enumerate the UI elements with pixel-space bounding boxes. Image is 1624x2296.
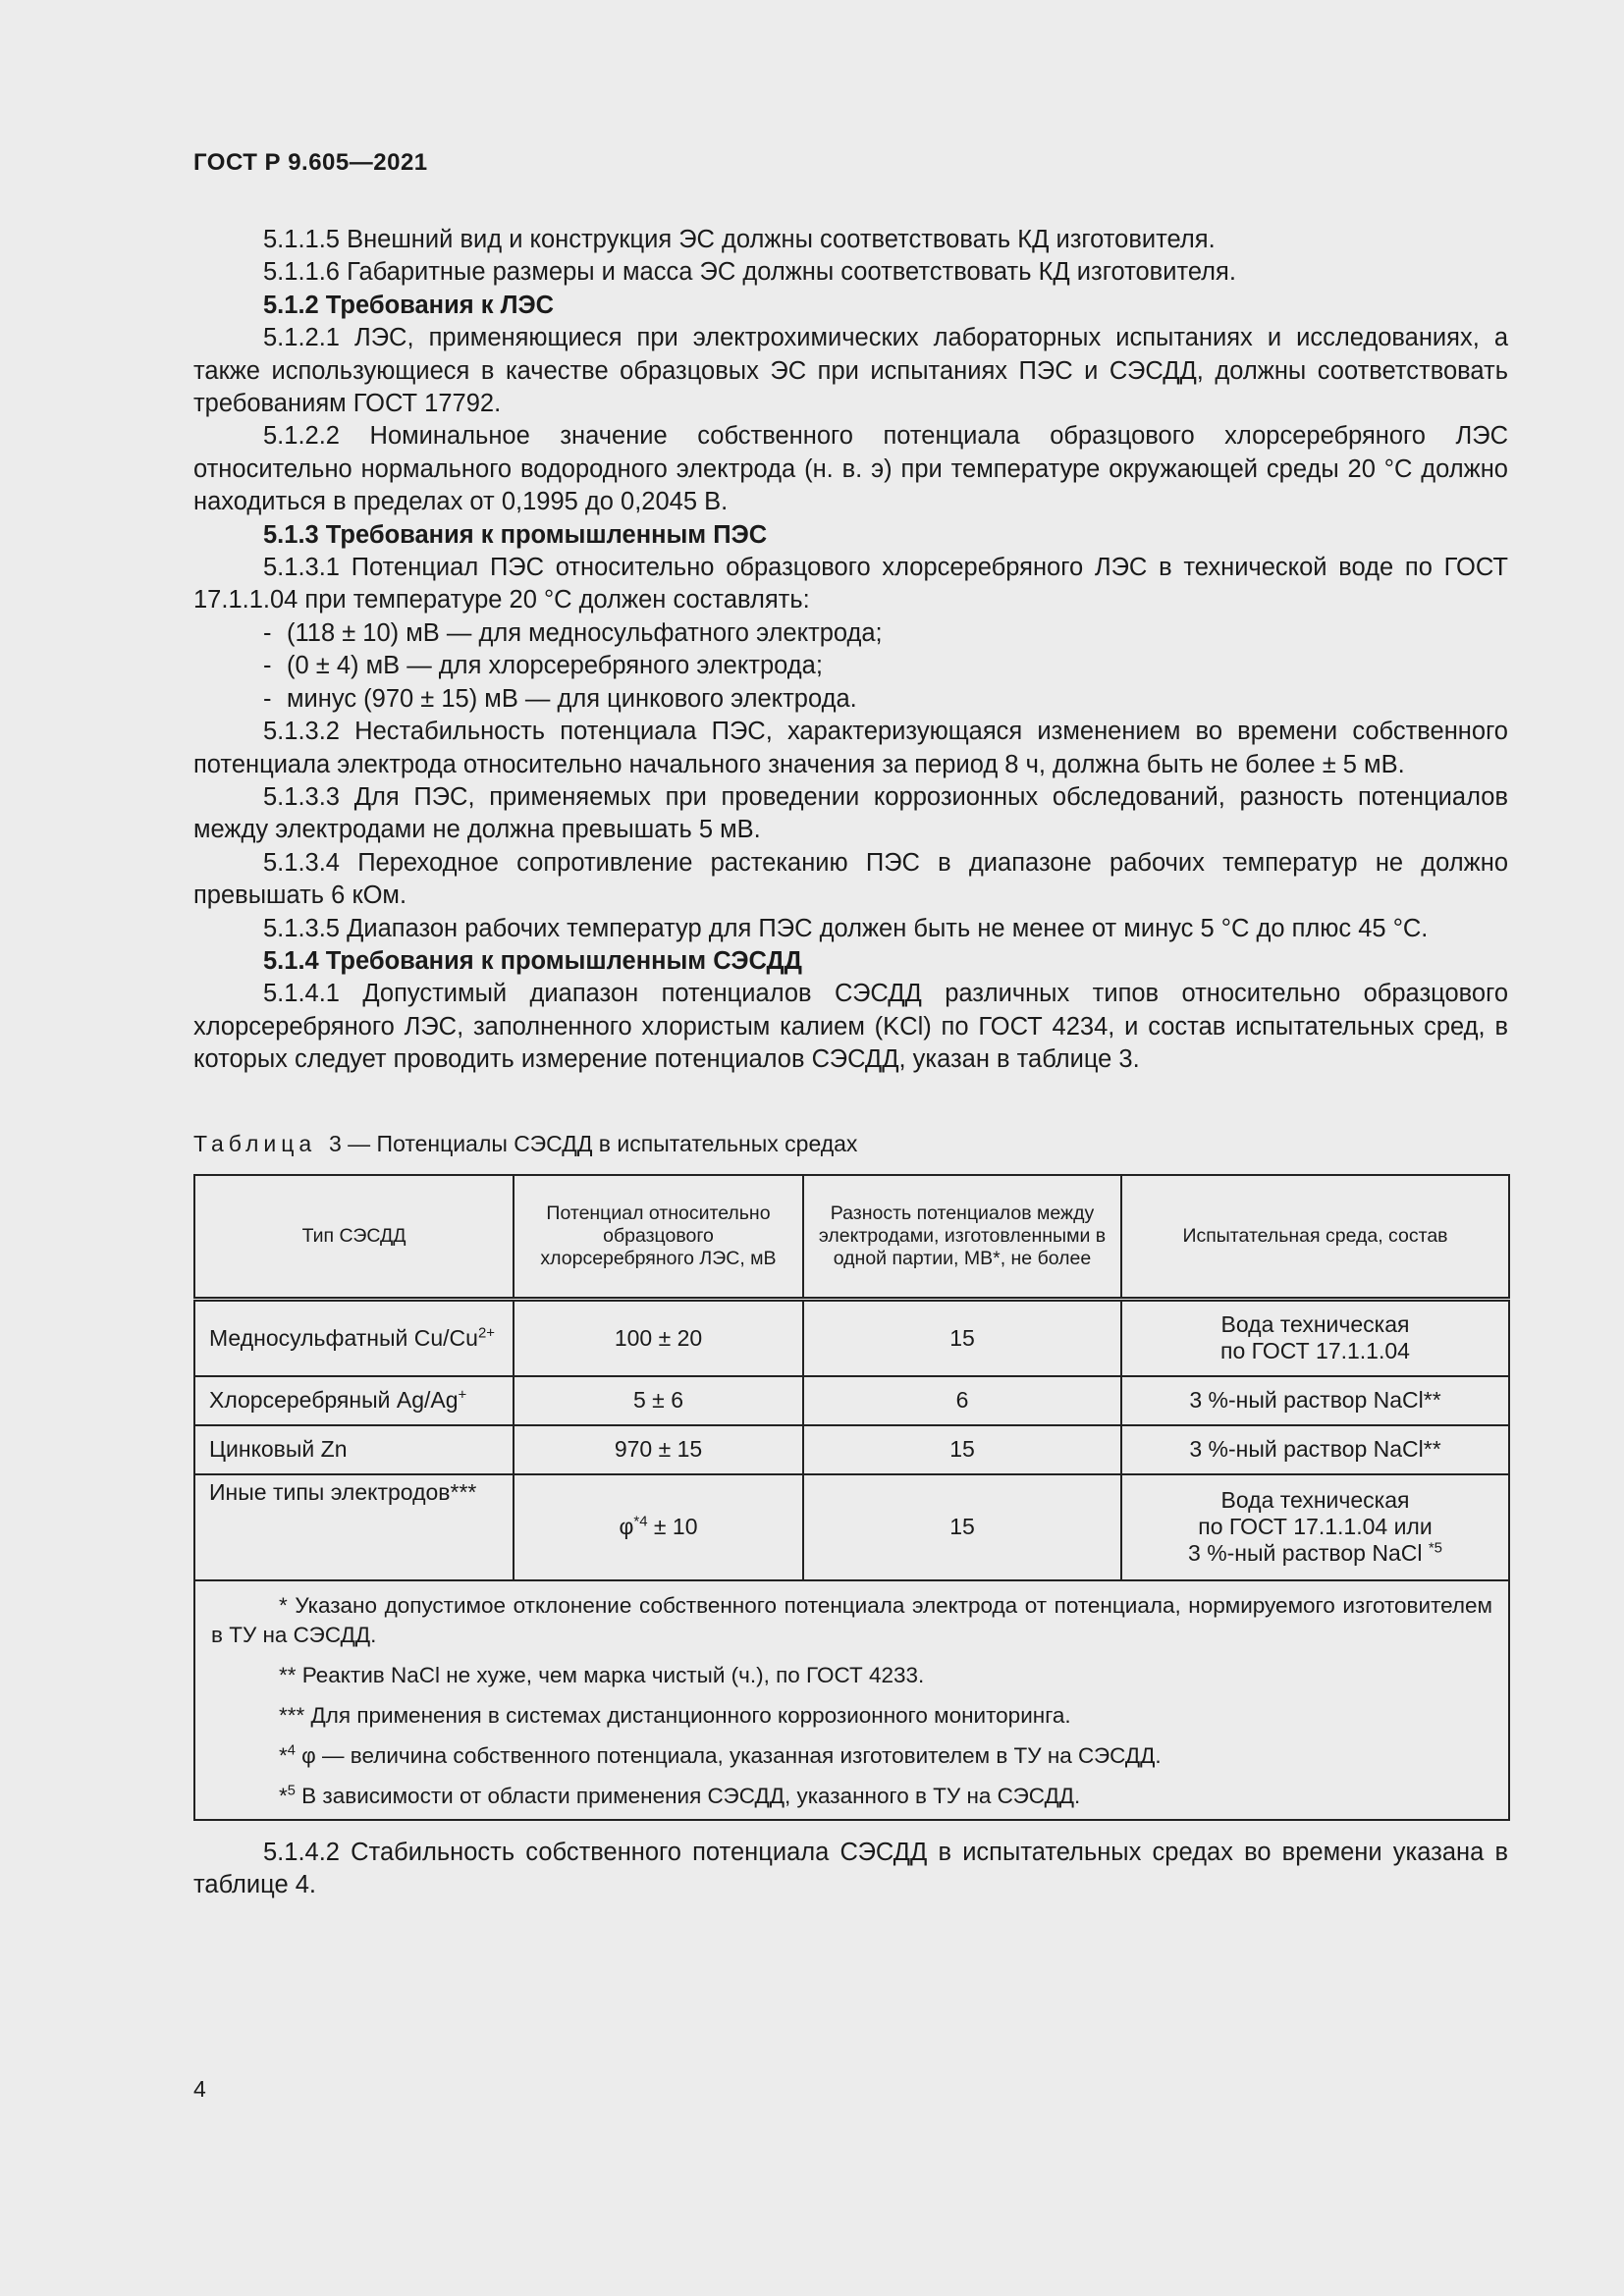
table-cell: 6: [803, 1376, 1121, 1425]
header-cell: Тип СЭСДД: [194, 1175, 514, 1300]
paragraph-5-1-3-4: 5.1.3.4 Переходное сопротивление растеканию ПЭС в диапазоне рабочих температур не должно превышать 6 кОм.: [193, 848, 1508, 910]
paragraph-5-1-3-2: 5.1.3.2 Нестабильность потенциала ПЭС, характеризующаяся изменением во времени собственного потенциала электрода относительно начального значения за период 8 ч, должна быть не более ± 5 мВ.: [193, 718, 1508, 778]
paragraph-5-1-3-3: 5.1.3.3 Для ПЭС, применяемых при проведении коррозионных обследований, разность потенциалов между электродами не должна превышать 5 мВ.: [193, 782, 1508, 844]
paragraph-5-1-4-2: 5.1.4.2 Стабильность собственного потенциала СЭСДД в испытательных средах во времени указана в таблице 4.: [193, 1839, 1508, 1899]
table-row: [194, 1425, 1509, 1474]
table-cell: 15: [803, 1300, 1121, 1376]
table-cell: Вода техническая по ГОСТ 17.1.1.04 или 3 %-ный раствор NaCl $^{*5}$: [1121, 1474, 1509, 1580]
paragraph-5-1-1-5: 5.1.1.5 Внешний вид и конструкция ЭС должны соответствовать КД изготовителя.: [263, 226, 1216, 253]
table-cell: Хлорсеребряный Ag/Ag+: [194, 1376, 514, 1425]
list-item: - (118 ± 10) мВ — для медносульфатного электрода;: [263, 618, 883, 647]
table-row: [194, 1474, 1509, 1580]
table-row: [194, 1376, 1509, 1425]
table-cell: 3 %-ный раствор NaCl**: [1121, 1425, 1509, 1474]
list-item: - минус (970 ± 15) мВ — для цинкового электрода.: [263, 684, 857, 713]
paragraph-5-1-3-1: 5.1.3.1 Потенциал ПЭС относительно образцового хлорсеребряного ЛЭС в технической воде по ГОСТ 17.1.1.04 при температуре 20 °С должен составлять:: [193, 554, 1508, 614]
table-row: [194, 1300, 1509, 1376]
paragraph-5-1-2-2: 5.1.2.2 Номинальное значение собственного потенциала образцового хлорсеребряного ЛЭС относительно нормального водородного электрода (н. в. э) при температуре окружающей среды 20 °С должно находиться в пределах от 0,1995 до 0,2045 В.: [193, 422, 1508, 516]
table-cell: Иные типы электродов***: [194, 1474, 514, 1580]
table-notes: [194, 1580, 1509, 1820]
page-number: 4: [193, 2076, 206, 2102]
table-3: [193, 1174, 1510, 1821]
body-text-after-table: [193, 1837, 1508, 1902]
table-cell: $\varphi^{*4} \pm 10$: [514, 1474, 803, 1580]
document-header: ГОСТ Р 9.605—2021: [193, 149, 428, 176]
section-heading-5-1-2: 5.1.2 Требования к ЛЭС: [263, 291, 555, 319]
section-heading-5-1-4: 5.1.4 Требования к промышленным СЭСДД: [263, 946, 802, 975]
paragraph-5-1-1-6: 5.1.1.6 Габаритные размеры и масса ЭС должны соответствовать КД изготовителя.: [263, 258, 1236, 287]
table-header-row: [194, 1175, 1509, 1300]
table-cell: 15: [803, 1425, 1121, 1474]
header-cell: Испытательная среда, состав: [1121, 1175, 1509, 1300]
table-caption: Таблица 3 — Потенциалы СЭСДД в испытательных средах: [193, 1131, 858, 1156]
list-item: - (0 ± 4) мВ — для хлорсеребряного электрода;: [263, 652, 823, 680]
section-heading-5-1-3: 5.1.3 Требования к промышленным ПЭС: [263, 520, 768, 549]
table-note: *** Для применения в системах дистанционного коррозионного мониторинга.: [279, 1702, 1071, 1728]
table-cell: 100 ± 20: [514, 1300, 803, 1376]
table-cell: 5 ± 6: [514, 1376, 803, 1425]
paragraph-5-1-3-5: 5.1.3.5 Диапазон рабочих температур для ПЭС должен быть не менее от минус 5 °С до плюс 45 °С.: [263, 914, 1429, 942]
table-note: * Указано допустимое отклонение собственного потенциала электрода от потенциала, нормируемого изготовителем в ТУ на СЭСДД.: [211, 1592, 1492, 1647]
table-note: *$^4$ φ — величина собственного потенциала, указанная изготовителем в ТУ на СЭСДД.: [279, 1742, 1162, 1768]
table-cell: Цинковый Zn: [194, 1425, 514, 1474]
table-cell: Медносульфатный $Cu/Cu^{2+}$: [194, 1300, 514, 1376]
body-text: [193, 224, 1508, 1077]
table-cell: Вода техническая по ГОСТ 17.1.1.04: [1121, 1300, 1509, 1376]
header-cell: Разность потенциалов между электродами, изготовленными в одной партии, МВ*, не более: [803, 1175, 1121, 1300]
table-notes-row: [194, 1580, 1509, 1820]
table-note: *$^5$ В зависимости от области применения СЭСДД, указанного в ТУ на СЭСДД.: [279, 1783, 1081, 1808]
table-note: ** Реактив NaCl не хуже, чем марка чистый (ч.), по ГОСТ 4233.: [279, 1662, 925, 1687]
paragraph-5-1-2-1: 5.1.2.1 ЛЭС, применяющиеся при электрохимических лабораторных испытаниях и исследованиях, а также использующиеся в качестве образцовых ЭС при испытаниях ПЭС и СЭСДД, должны соответствовать требованиям ГОСТ 17792.: [193, 324, 1508, 418]
table-cell: 3 %-ный раствор NaCl**: [1121, 1376, 1509, 1425]
header-cell: Потенциал относительно образцового хлорсеребряного ЛЭС, мВ: [514, 1175, 803, 1300]
table-cell: 970 ± 15: [514, 1425, 803, 1474]
paragraph-5-1-4-1: 5.1.4.1 Допустимый диапазон потенциалов СЭСДД различных типов относительно образцового хлорсеребряного ЛЭС, заполненного хлористым калием (KCl) по ГОСТ 4234, и состав испытательных сред, в которых следует проводить измерение потенциалов СЭСДД, указан в таблице 3.: [193, 980, 1508, 1074]
table-cell: 15: [803, 1474, 1121, 1580]
